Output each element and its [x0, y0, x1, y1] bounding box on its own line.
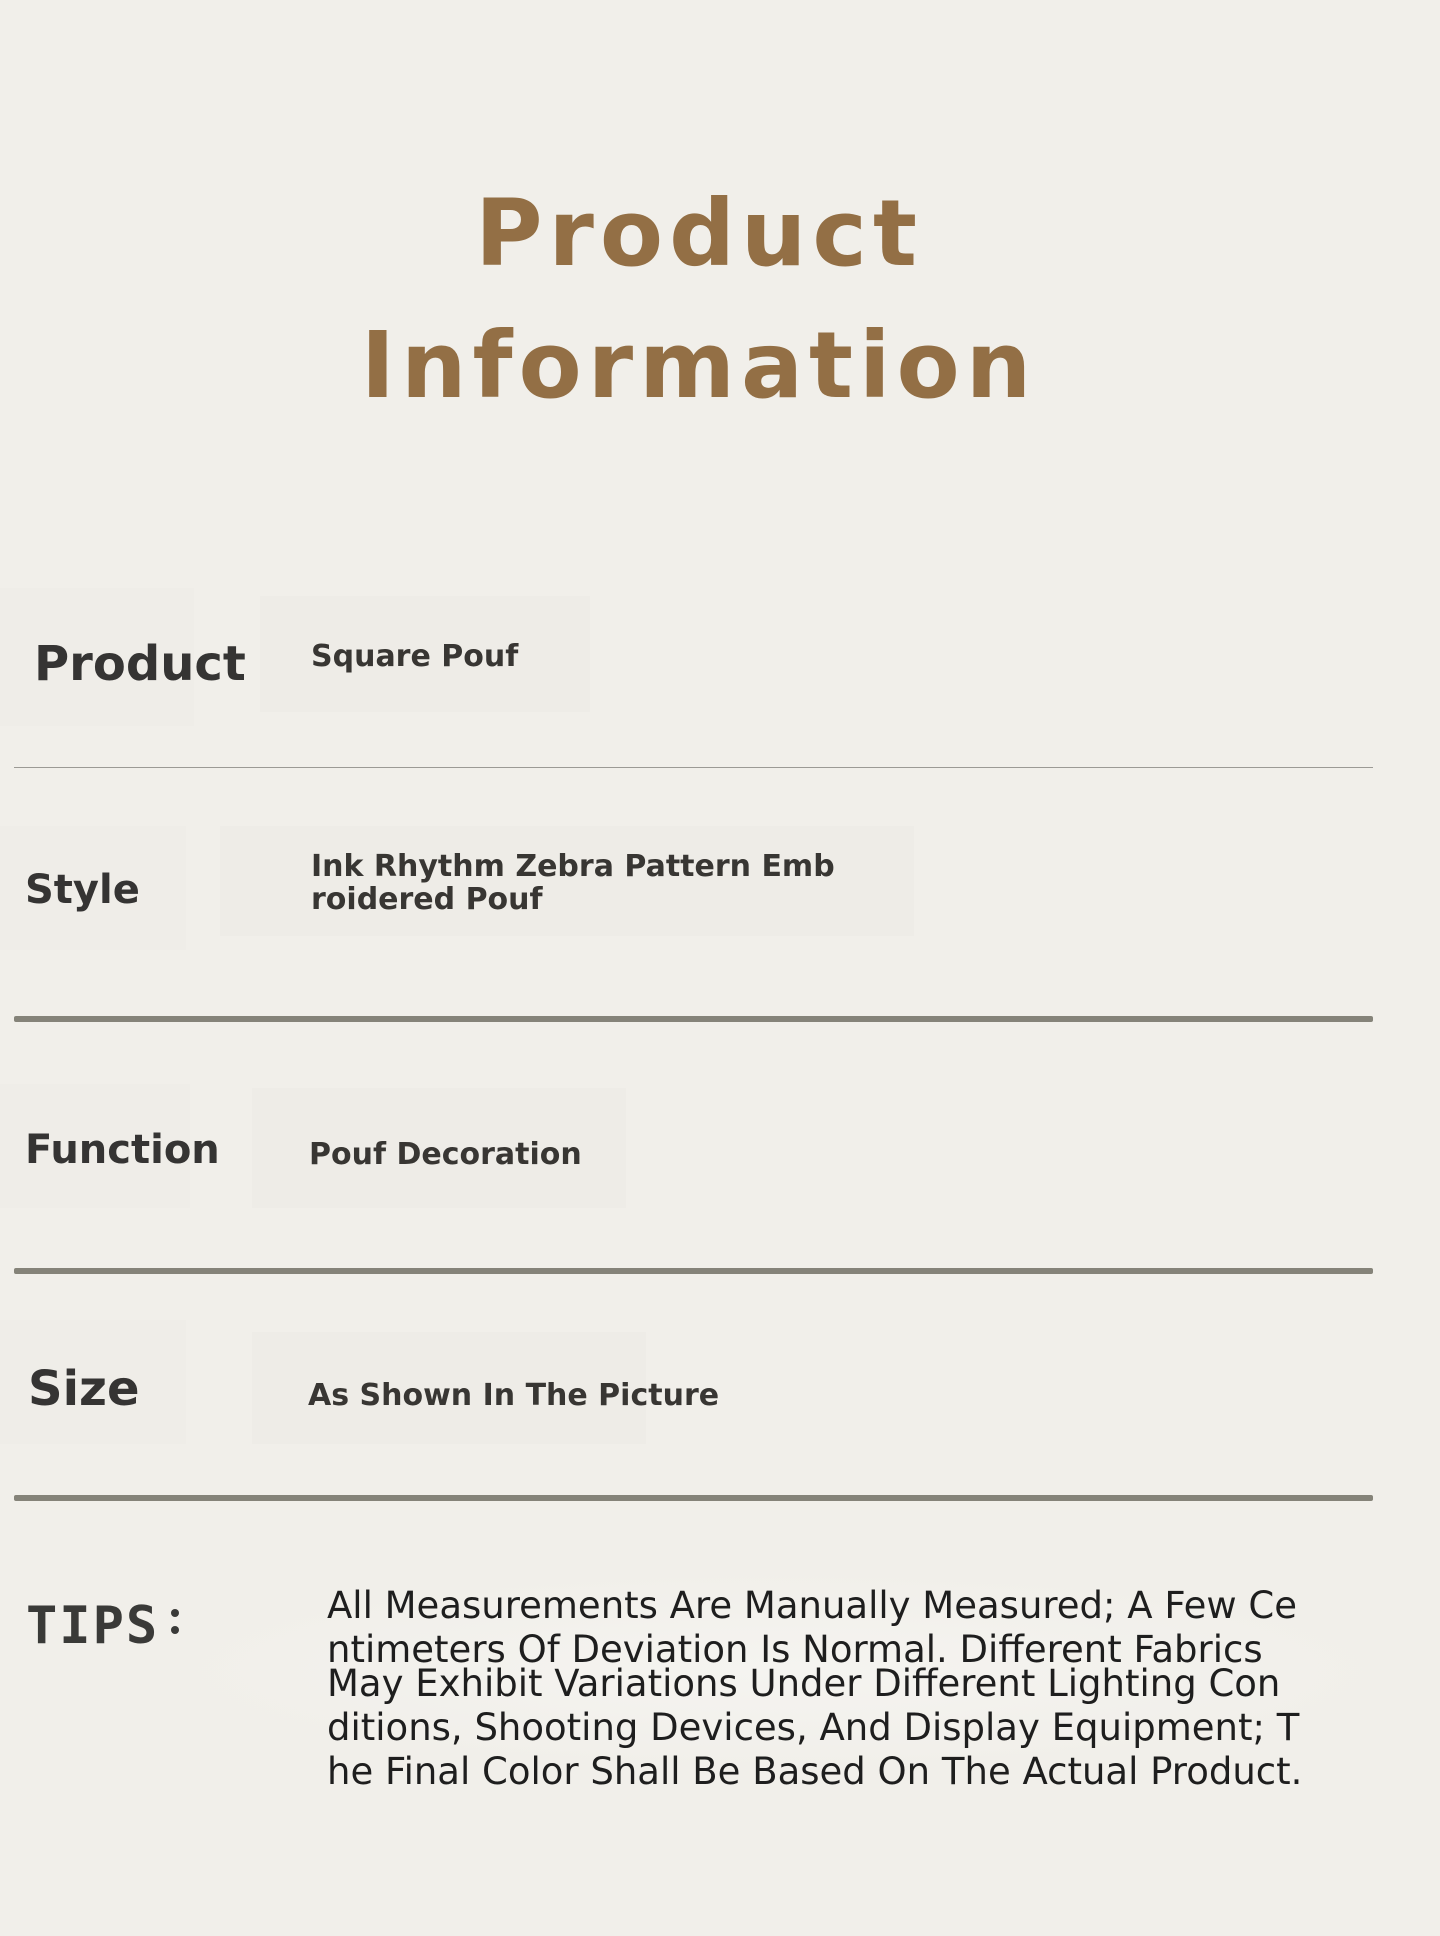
row-value-line: Ink Rhythm Zebra Pattern Emb — [311, 849, 835, 884]
colon-icon — [166, 1604, 184, 1640]
row-value-line: Square Pouf — [311, 639, 519, 674]
row-divider — [14, 767, 1373, 768]
row-value-product — [311, 640, 518, 673]
page-title-line-2: Information — [360, 312, 1038, 419]
row-divider — [14, 1495, 1373, 1501]
tips-text-line: he Final Color Shall Be Based On The Actual Product. — [327, 1750, 1303, 1793]
tips-text-line: May Exhibit Variations Under Different Lighting Con — [327, 1662, 1281, 1705]
row-value-line: As Shown In The Picture — [308, 1378, 720, 1413]
row-divider — [14, 1268, 1373, 1274]
row-value-line: roidered Pouf — [311, 882, 543, 917]
row-label-product: Product — [34, 636, 246, 692]
row-label-size: Size — [28, 1361, 140, 1417]
row-label-style: Style — [25, 867, 140, 913]
row-value-function — [309, 1138, 582, 1171]
row-divider — [14, 1016, 1373, 1022]
tips-text-line: ditions, Shooting Devices, And Display Equipment; T — [327, 1706, 1300, 1749]
page-title-line-1: Product — [475, 180, 923, 287]
tips-label: TIPS — [26, 1596, 160, 1656]
row-value-style — [311, 850, 835, 916]
row-value-size — [308, 1379, 719, 1412]
tips-text-line: All Measurements Are Manually Measured; A Few Ce — [327, 1584, 1297, 1627]
row-value-line: Pouf Decoration — [309, 1137, 582, 1172]
row-label-function: Function — [25, 1127, 220, 1173]
tips-text-line: ntimeters Of Deviation Is Normal. Different Fabrics — [327, 1628, 1263, 1671]
